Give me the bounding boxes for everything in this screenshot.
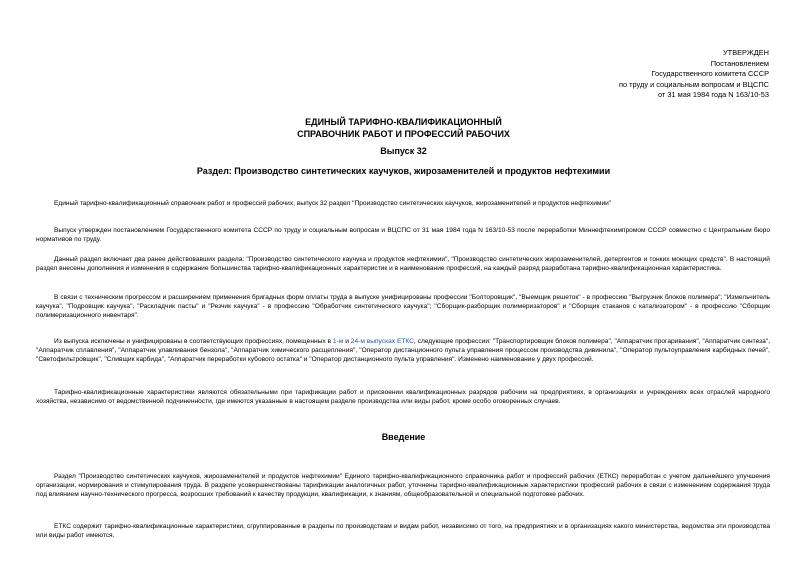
issue-number: Выпуск 32 (380, 146, 427, 156)
paragraph: Единый тарифно-квалификационный справочник работ и профессий рабочих, выпуск 32 раздел "Производство синтетических каучуков, жирозаменителей и продуктов нефтехимии" (54, 199, 612, 207)
approval-line: от 31 мая 1984 года N 163/10-53 (657, 90, 769, 99)
paragraph-text: , следующие профессии: "Транспортировщик блоков полимера", "Аппаратчик прогаривания", "Аппаратчик синтеза", "Аппаратчик сплавления", "Аппаратчик улавливания бензола", "Аппаратчик химического расщепления", "Оператор дистанционного пульта управления процессом производства дивинила", "Оператор пультоуправления карбидных печей", "Светофильтровщик", "Сливщик карбида", "Аппаратчик переработки кубового остатка" и "Оператор дистанционного пульта управления". Изменено наименование у двух профессий. (36, 337, 770, 364)
document-title (0, 116, 807, 140)
paragraph: Данный раздел включает два ранее действовавших раздела: "Производство синтетического каучука и продуктов нефтехимии", "Производство синтетических жирозаменителей, детергентов и тонких моющих средств". В настоящий раздел внесены дополнения и изменения в содержание большинства тарифно-квалификационных характеристик и в наименование профессий, на каждый разряд разработана тарифно-квалификационная характеристика. (36, 255, 770, 272)
paragraph (36, 337, 770, 365)
paragraph: Раздел "Производство синтетических каучуков, жирозаменителей и продуктов нефтехимии" Единого тарифно-квалификационного справочника работ и профессий рабочих (ЕТКС) переработан с учетом дальнейшего улучшения организации, нормирования и стимулирования труда. В разделе усовершенствованы тарификации аналогичных работ, уточнены тарифно-квалификационные характеристики профессий рабочих в связи с изменением содержания труда под влиянием научно-технического прогресса, возросших требований к качеству продукции, квалификации, к знаниям, общеобразовательной и специальной подготовке рабочих. (36, 472, 770, 499)
approval-line: УТВЕРЖДЕН (722, 48, 769, 57)
title-line: СПРАВОЧНИК РАБОТ И ПРОФЕССИЙ РАБОЧИХ (297, 129, 510, 139)
approval-stamp (619, 48, 769, 101)
title-line: ЕДИНЫЙ ТАРИФНО-КВАЛИФИКАЦИОННЫЙ (305, 117, 502, 127)
paragraph: Тарифно-квалификационные характеристики являются обязательными при тарификации работ и присвоении квалификационных разрядов рабочим на предприятиях, в организациях и учреждениях всех отраслей народного хозяйства, независимо от ведомственной подчиненности, где имеются указанные в настоящем разделе производства или виды работ, кроме особо оговоренных случаев. (36, 388, 770, 405)
paragraph-text: Из выпуска исключены и унифицированы в соответствующих профессиях, помещенных в (54, 337, 333, 345)
paragraph: В связи с техническим прогрессом и расширением применения бригадных форм оплаты труда в выпуске унифицированы профессии "Болторовщик", "Выемщик решеток" - в профессию "Выгрузчик блоков полимера"; "Измельчитель каучука", "Подровщик каучука", "Раскладчик пасты" и "Резчик каучука" - в профессию "Обработчик синтетического каучука"; "Сборщик-разборщик полимеризаторов" и "Сборщик стаканов с катализатором" - в профессию "Сборщик полимеризационного инвентаря". (36, 293, 770, 320)
approval-line: по труду и социальным вопросам и ВЦСПС (618, 79, 769, 89)
paragraph: Выпуск утвержден постановлением Государственного комитета СССР по труду и социальным вопросам и ВЦСПС от 31 мая 1984 года N 163/10-53 после переработки Миннефтехимпромом СССР совместно с Центральным бюро нормативов по труду. (36, 226, 770, 243)
approval-line: Государственного комитета СССР (651, 69, 769, 78)
section-title: Раздел: Производство синтетических каучуков, жирозаменителей и продуктов нефтехимии (196, 166, 611, 176)
approval-line: Постановлением (710, 58, 769, 68)
introduction-heading: Введение (381, 432, 426, 442)
paragraph-text: и (343, 337, 351, 345)
paragraph: ЕТКС содержит тарифно-квалификационные характеристики, сгруппированные в разделы по производствам и видам работ, независимо от того, на предприятиях и в организациях какого министерства, ведомства эти производства или виды работ имеются. (36, 522, 770, 539)
link-etks-issue-1[interactable]: 1-м (332, 337, 344, 345)
link-etks-issue-24[interactable]: 24-м выпусках ЕТКС (350, 337, 414, 345)
